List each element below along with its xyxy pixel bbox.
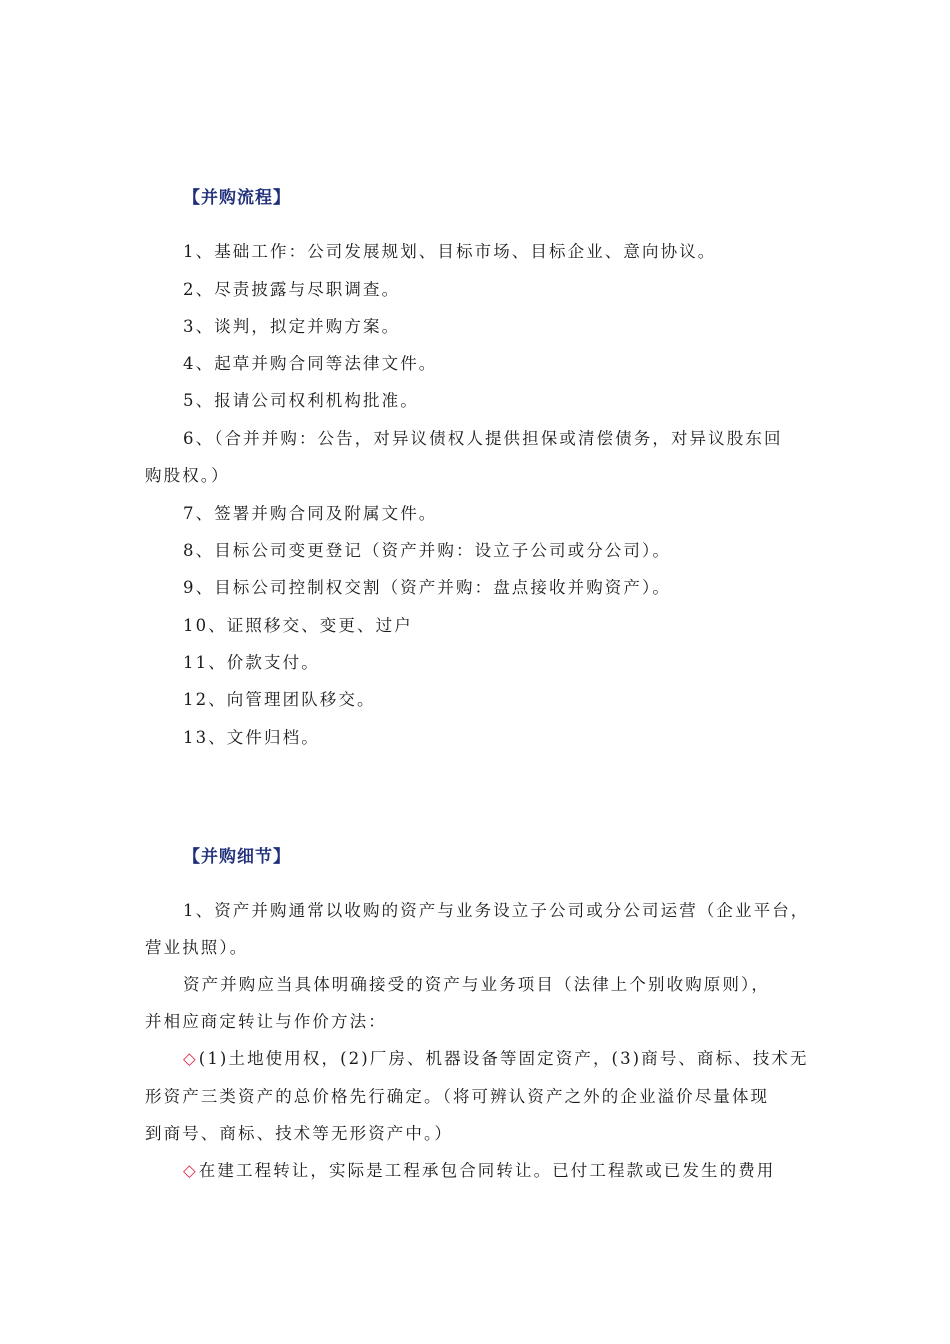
- detail-bullet-1-continued: 形资产三类资产的总价格先行确定。（将可辨认资产之外的企业溢价尽量体现: [145, 1087, 770, 1106]
- detail-bullet-2-text: 在建工程转让，实际是工程承包合同转让。已付工程款或已发生的费用: [198, 1161, 776, 1180]
- process-step-10: 10、证照移交、变更、过户: [183, 616, 413, 635]
- process-step-11: 11、价款支付。: [183, 653, 320, 672]
- process-step-5: 5、报请公司权利机构批准。: [183, 391, 419, 410]
- detail-bullet-1-continued-2: 到商号、商标、技术等无形资产中。）: [145, 1124, 453, 1143]
- detail-paragraph-2-continued: 并相应商定转让与作价方法：: [145, 1012, 387, 1031]
- diamond-bullet-icon: ◇: [183, 1161, 198, 1180]
- detail-paragraph-1: 1、资产并购通常以收购的资产与业务设立子公司或分公司运营（企业平台，: [183, 901, 810, 920]
- process-step-2: 2、尽责披露与尽职调查。: [183, 280, 401, 299]
- process-step-1: 1、基础工作：公司发展规划、目标市场、目标企业、意向协议。: [183, 242, 717, 261]
- detail-paragraph-2: 资产并购应当具体明确接受的资产与业务项目（法律上个别收购原则），: [183, 975, 770, 994]
- process-step-12: 12、向管理团队移交。: [183, 690, 376, 709]
- detail-bullet-1: [183, 1048, 809, 1070]
- process-step-8: 8、目标公司变更登记（资产并购：设立子公司或分公司）。: [183, 541, 671, 560]
- detail-bullet-1-text: (1)土地使用权，(2)厂房、机器设备等固定资产，(3)商号、商标、技术无: [198, 1049, 809, 1068]
- process-step-6: 6、（合并并购：公告，对异议债权人提供担保或清偿债务，对异议股东回: [183, 429, 783, 448]
- diamond-bullet-icon: ◇: [183, 1049, 198, 1068]
- section-heading-merger-process: 【并购流程】: [183, 188, 291, 208]
- process-step-3: 3、谈判，拟定并购方案。: [183, 317, 401, 336]
- process-step-13: 13、文件归档。: [183, 728, 320, 747]
- detail-bullet-2: [183, 1160, 775, 1182]
- process-step-4: 4、起草并购合同等法律文件。: [183, 354, 438, 373]
- detail-paragraph-1-continued: 营业执照）。: [145, 938, 249, 957]
- section-heading-merger-details: 【并购细节】: [183, 847, 291, 867]
- process-step-9: 9、目标公司控制权交割（资产并购：盘点接收并购资产）。: [183, 578, 671, 597]
- process-step-7: 7、签署并购合同及附属文件。: [183, 504, 438, 523]
- process-step-6-continued: 购股权。）: [145, 466, 230, 485]
